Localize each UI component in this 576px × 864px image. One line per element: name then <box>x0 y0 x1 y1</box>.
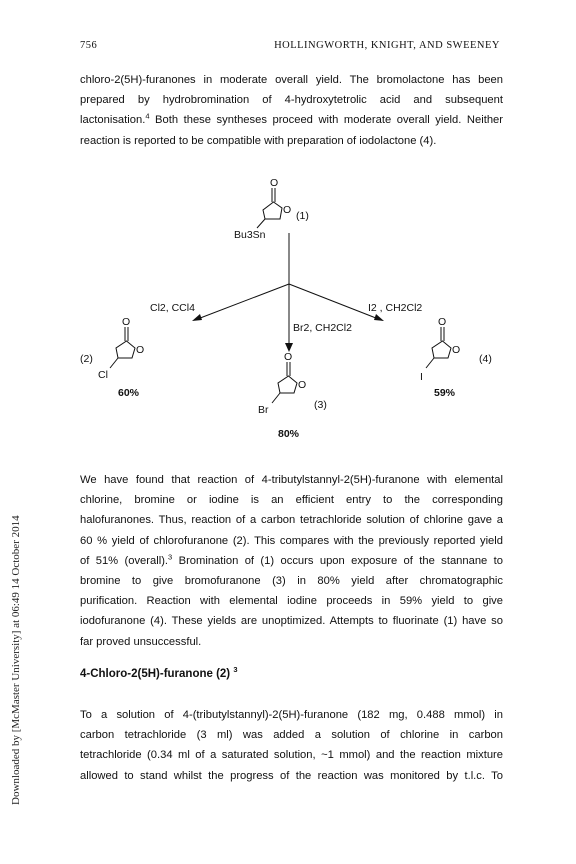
text-line: halofuranones. Thus, reaction of a carbon tetrachloride solution of chlorine gave a <box>80 514 503 527</box>
running-head-authors: HOLLINGWORTH, KNIGHT, AND SWEENEY <box>274 40 500 51</box>
text-line: reaction is reported to be compatible with preparation of iodolactone (4). <box>80 134 437 147</box>
starting-material-structure <box>257 188 282 228</box>
left-ring-o: O <box>136 344 145 356</box>
reference-superscript: 3 <box>233 665 238 675</box>
middle-yield: 80% <box>278 428 300 440</box>
middle-reagents: Br2, CH2Cl2 <box>293 322 352 334</box>
text-line: We have found that reaction of 4-tributylstannyl-2(5H)-furanone with elemental <box>80 474 503 486</box>
middle-label: (3) <box>314 399 327 411</box>
middle-ring-o: O <box>298 379 307 391</box>
paragraph-procedure <box>80 705 503 786</box>
iodofuranone-structure <box>426 327 451 368</box>
bromofuranone-structure <box>272 362 297 403</box>
left-carbonyl-o: O <box>122 316 131 328</box>
right-carbonyl-o: O <box>438 316 447 328</box>
text-line: chlorine, bromine or iodine is an efficient entry to the corresponding <box>80 494 503 507</box>
left-yield: 60% <box>118 387 140 399</box>
text-line: lactonisation.$^4$ Both these syntheses proceed with moderate overall yield. Neither <box>80 111 503 127</box>
arrow-right <box>374 314 384 321</box>
middle-carbonyl-o: O <box>284 351 293 363</box>
download-watermark: Downloaded by [McMaster University] at 06:49 14 October 2014 <box>10 515 22 805</box>
text-line: carbon tetrachloride (3 ml) was added a solution of chlorine in carbon <box>80 729 503 742</box>
right-reagents: I2 , CH2Cl2 <box>368 302 423 314</box>
text-line: of 51% (overall).$^3$ Bromination of (1) occurs upon exposure of the stannane to <box>80 552 503 567</box>
text-line: far proved unsuccessful. <box>80 635 202 648</box>
page-number: 756 <box>80 40 98 51</box>
start-ring-o: O <box>283 204 292 216</box>
left-label: (2) <box>80 353 93 365</box>
middle-group: Br <box>258 404 269 416</box>
reference-superscript: 4 <box>145 111 150 121</box>
section-heading: 4-Chloro-2(5H)-furanone (2) $^3$ <box>80 665 238 680</box>
paragraph-results <box>80 470 503 652</box>
right-group: I <box>420 371 423 383</box>
text-line: iodofuranone (4). These yields are unoptimized. Attempts to fluorinate (1) have so <box>80 615 503 628</box>
left-reagents: Cl2, CCl4 <box>150 302 195 314</box>
text-line: bromine to give bromofuranone (3) in 80% yield after chromatographic <box>80 575 503 588</box>
start-carbonyl-o: O <box>270 177 279 189</box>
text-line: prepared by hydrobromination of 4-hydroxytetrolic acid and subsequent <box>80 94 503 107</box>
right-label: (4) <box>479 353 492 365</box>
left-group: Cl <box>98 369 108 381</box>
text-line: 60 % yield of chlorofuranone (2). This compares with the previously reported yield <box>80 534 503 547</box>
text-line: chloro-2(5H)-furanones in moderate overall yield. The bromolactone has been <box>80 74 503 86</box>
reference-superscript: 3 <box>168 552 173 562</box>
chlorofuranone-structure <box>110 327 135 368</box>
text-line: purification. Reaction with elemental iodine proceeds in 59% yield to give <box>80 595 503 608</box>
text-line: tetrachloride (0.34 ml of a saturated solution, ~1 mmol) and the reaction mixture <box>80 749 503 762</box>
text-line: To a solution of 4-(tributylstannyl)-2(5H)-furanone (182 mg, 0.488 mmol) in <box>80 709 503 721</box>
start-label: (1) <box>296 210 309 222</box>
right-yield: 59% <box>434 387 456 399</box>
start-group: Bu3Sn <box>234 229 266 241</box>
right-ring-o: O <box>452 344 461 356</box>
text-line: allowed to stand whilst the progress of the reaction was monitored by t.l.c. To <box>80 769 503 782</box>
arrow-left <box>192 314 202 321</box>
